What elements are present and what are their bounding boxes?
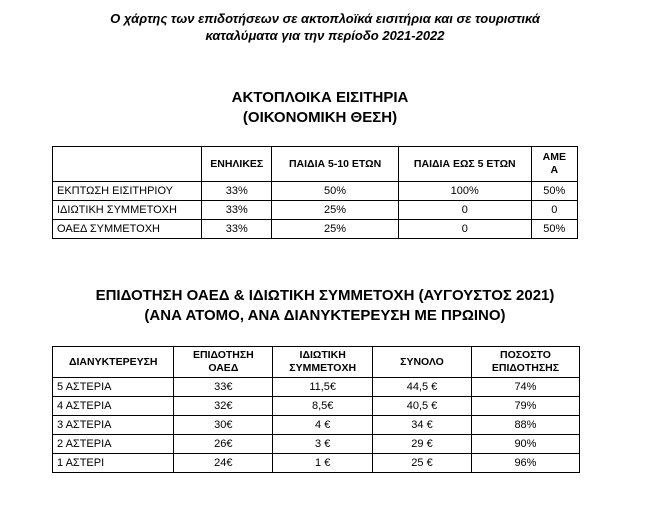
table-cell: 34 €: [373, 416, 472, 435]
accommodation-subsidy-title-line-2: (ΑΝΑ ΑΤΟΜΟ, ΑΝΑ ΔΙΑΝΥΚΤΕΡΕΥΣΗ ΜΕ ΠΡΩΙΝΟ): [144, 307, 506, 324]
header-subsidy-percentage-line-1: ΠΟΣΟΣΤΟ: [499, 349, 551, 361]
table-cell: 33€: [174, 378, 273, 397]
table-cell: 11,5€: [273, 378, 373, 397]
table-cell: 0: [531, 201, 577, 220]
table-cell: 25%: [272, 220, 399, 239]
header-private-contribution: [273, 347, 373, 378]
table-cell: 100%: [398, 182, 531, 201]
ferry-tickets-title-line-1: ΑΚΤΟΠΛΟΙΚΑ ΕΙΣΙΤΗΡΙΑ: [231, 89, 409, 106]
row-label: 2 ΑΣΤΕΡΙΑ: [53, 435, 174, 454]
header-oaed-subsidy-line-1: ΕΠΙΔΟΤΗΣΗ: [192, 349, 254, 361]
table-cell: 44,5 €: [373, 378, 472, 397]
table-cell: 3 €: [273, 435, 373, 454]
table-cell: 88%: [471, 416, 579, 435]
header-total: ΣΥΝΟΛΟ: [373, 347, 472, 378]
row-label: 3 ΑΣΤΕΡΙΑ: [53, 416, 174, 435]
table-cell: 74%: [471, 378, 579, 397]
table-cell: 33%: [202, 220, 272, 239]
header-subsidy-percentage: [471, 347, 579, 378]
table-row: [53, 378, 580, 397]
header-amea-line-1: ΑΜΕ: [542, 151, 566, 163]
table-cell: 25%: [272, 201, 399, 220]
table-cell: 25 €: [373, 454, 472, 473]
ferry-tickets-title-line-2: (ΟΙΚΟΝΟΜΙΚΗ ΘΕΣΗ): [242, 109, 398, 126]
table-row: [53, 454, 580, 473]
accommodation-subsidy-title-line-1: ΕΠΙΔΟΤΗΣΗ ΟΑΕΔ & ΙΔΙΩΤΙΚΗ ΣΥΜΜΕΤΟΧΗ (ΑΥΓΟΥΣΤΟΣ 2021): [95, 287, 555, 304]
row-label: 1 ΑΣΤΕΡΙ: [53, 454, 174, 473]
header-private-contribution-line-2: ΣΥΜΜΕΤΟΧΗ: [289, 362, 357, 374]
table-cell: 96%: [471, 454, 579, 473]
table-cell: 50%: [531, 220, 577, 239]
table-row: [53, 416, 580, 435]
table-cell: 50%: [272, 182, 399, 201]
table-cell: 40,5 €: [373, 397, 472, 416]
header-oaed-subsidy: [174, 347, 273, 378]
table-header-row: [53, 347, 580, 378]
document-title: [0, 10, 650, 44]
table-cell: 33%: [202, 201, 272, 220]
table-cell: 24€: [174, 454, 273, 473]
row-label: 5 ΑΣΤΕΡΙΑ: [53, 378, 174, 397]
header-amea-line-2: Α: [550, 164, 559, 176]
header-subsidy-percentage-line-2: ΕΠΙΔΟΤΗΣΗΣ: [491, 362, 560, 374]
header-amea: [531, 147, 577, 182]
table-cell: 8,5€: [273, 397, 373, 416]
table-cell: 0: [398, 220, 531, 239]
header-adults: ΕΝΗΛΙΚΕΣ: [202, 147, 272, 182]
table-cell: 4 €: [273, 416, 373, 435]
document-title-line-2: καταλύματα για την περίοδο 2021-2022: [205, 28, 445, 43]
table-row: [53, 182, 578, 201]
header-overnight-stay: ΔΙΑΝΥΚΤΕΡΕΥΣΗ: [53, 347, 174, 378]
table-row: [53, 220, 578, 239]
table-cell: 30€: [174, 416, 273, 435]
table-cell: 33%: [202, 182, 272, 201]
table-cell: 90%: [471, 435, 579, 454]
header-oaed-subsidy-line-2: ΟΑΕΔ: [208, 362, 239, 374]
table-cell: 1 €: [273, 454, 373, 473]
ferry-tickets-table: [52, 146, 578, 239]
ferry-tickets-title: [0, 88, 640, 128]
table-cell: 0: [398, 201, 531, 220]
table-row: [53, 435, 580, 454]
row-label: ΙΔΙΩΤΙΚΗ ΣΥΜΜΕΤΟΧΗ: [53, 201, 202, 220]
table-cell: 50%: [531, 182, 577, 201]
table-cell: 29 €: [373, 435, 472, 454]
header-empty-cell: [53, 147, 202, 182]
document-title-line-1: Ο χάρτης των επιδοτήσεων σε ακτοπλοϊκά εισιτήρια και σε τουριστικά: [110, 11, 540, 26]
header-children-under-5: ΠΑΙΔΙΑ ΕΩΣ 5 ΕΤΩΝ: [398, 147, 531, 182]
table-cell: 79%: [471, 397, 579, 416]
table-row: [53, 397, 580, 416]
header-private-contribution-line-1: ΙΔΙΩΤΙΚΗ: [299, 349, 346, 361]
row-label: 4 ΑΣΤΕΡΙΑ: [53, 397, 174, 416]
accommodation-subsidy-table: [52, 346, 580, 473]
accommodation-subsidy-title: [0, 286, 650, 326]
header-children-5-10: ΠΑΙΔΙΑ 5-10 ΕΤΩΝ: [272, 147, 399, 182]
table-cell: 32€: [174, 397, 273, 416]
row-label: ΟΑΕΔ ΣΥΜΜΕΤΟΧΗ: [53, 220, 202, 239]
row-label: ΕΚΠΤΩΣΗ ΕΙΣΙΤΗΡΙΟΥ: [53, 182, 202, 201]
table-cell: 26€: [174, 435, 273, 454]
table-header-row: [53, 147, 578, 182]
table-row: [53, 201, 578, 220]
